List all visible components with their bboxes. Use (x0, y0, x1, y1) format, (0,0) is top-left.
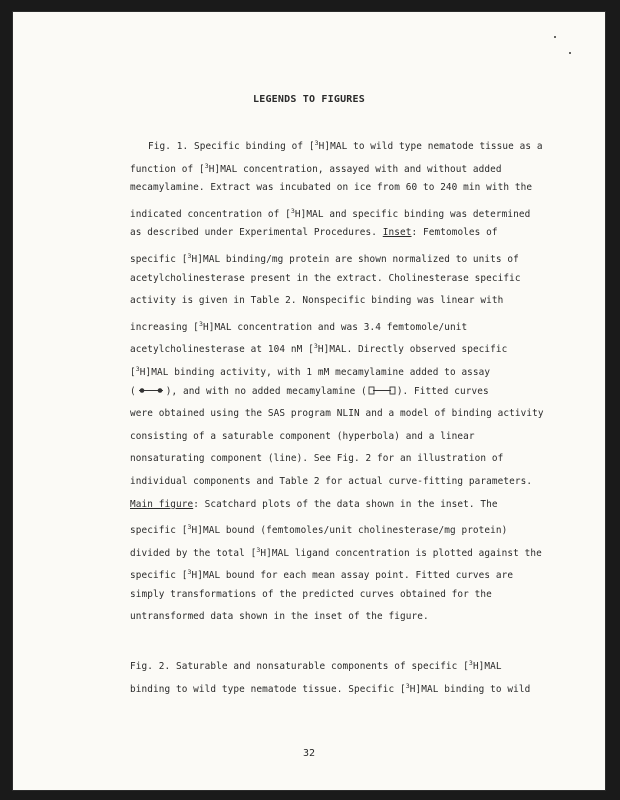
text-segment: ( (130, 385, 136, 397)
text-segment: specific [ (130, 570, 188, 582)
superscript: 3 (187, 568, 192, 577)
text-segment: H]MAL bound (femtomoles/unit cholinesterase/mg protein) (191, 525, 508, 537)
text-segment: H]MAL binding to wild (409, 683, 531, 695)
text-line (130, 132, 550, 155)
text-segment: H]MAL to wild type nematode tissue as a (318, 141, 543, 152)
text-segment: Fig. 2. Saturable and nonsaturable components of specific [ (130, 661, 469, 672)
text-line: consisting of a saturable component (hyperbola) and a linear (130, 430, 475, 442)
text-line: untransformed data shown in the inset of the figure. (130, 611, 429, 623)
paper-speck (554, 36, 556, 38)
page-title: LEGENDS TO FIGURES (253, 94, 365, 105)
text-line (130, 381, 550, 404)
text-line (130, 200, 550, 223)
text-line (130, 539, 550, 562)
text-line (130, 516, 550, 539)
superscript: 3 (405, 681, 410, 690)
page-number: 32 (302, 748, 316, 759)
main-figure-label: Main figure (130, 498, 194, 510)
inset-label: Inset (382, 227, 412, 239)
text-segment: acetylcholinesterase at 104 nM [ (130, 344, 314, 356)
text-segment: : Scatchard plots of the data shown in the inset. The (193, 498, 498, 510)
filled-symbol-line-icon (136, 386, 166, 395)
superscript: 3 (204, 161, 209, 170)
fig1-legend (130, 132, 550, 629)
superscript: 3 (187, 251, 192, 260)
text-segment: specific [ (130, 525, 188, 537)
text-line: mecamylamine. Extract was incubated on ice from 60 to 240 min with the (130, 182, 533, 194)
fig2-legend (130, 652, 550, 697)
paper-speck (569, 52, 571, 54)
text-segment: divided by the total [ (130, 547, 257, 559)
text-segment: [ (130, 366, 136, 378)
text-line (130, 358, 550, 381)
text-segment: H]MAL binding/mg protein are shown normalized to units of (191, 253, 519, 265)
text-line (130, 494, 550, 517)
text-segment: H]MAL ligand concentration is plotted against the (260, 547, 542, 559)
text-line: activity is given in Table 2. Nonspecific binding was linear with (130, 295, 504, 307)
superscript: 3 (187, 523, 192, 532)
text-segment: Fig. 1. Specific binding of [ (148, 141, 315, 152)
text-segment: H]MAL bound for each mean assay point. Fitted curves are (191, 570, 514, 582)
superscript: 3 (468, 659, 473, 667)
text-line (130, 675, 550, 698)
text-segment: indicated concentration of [ (130, 208, 291, 220)
text-line (130, 652, 550, 675)
superscript: 3 (314, 139, 319, 147)
text-segment: H]MAL. Directly observed specific (317, 344, 508, 356)
superscript: 3 (290, 206, 295, 215)
text-segment: H]MAL concentration, assayed with and without added (208, 163, 502, 175)
text-segment: specific [ (130, 253, 188, 265)
text-segment: as described under Experimental Procedures. (130, 227, 383, 239)
text-segment: H]MAL (472, 661, 502, 672)
text-line: were obtained using the SAS program NLIN and a model of binding activity (130, 408, 544, 420)
text-segment: binding to wild type nematode tissue. Specific [ (130, 683, 406, 695)
text-line: nonsaturating component (line). See Fig. 2 for an illustration of (130, 453, 504, 465)
text-line: simply transformations of the predicted curves obtained for the (130, 588, 492, 600)
text-line (130, 561, 550, 584)
text-line: acetylcholinesterase present in the extract. Cholinesterase specific (130, 272, 521, 284)
text-line: individual components and Table 2 for actual curve-fitting parameters. (130, 475, 533, 487)
text-segment: H]MAL binding activity, with 1 mM mecamylamine added to assay (139, 366, 491, 378)
text-line (130, 155, 550, 178)
superscript: 3 (313, 342, 318, 351)
text-line (130, 245, 550, 268)
text-line (130, 313, 550, 336)
text-segment: ). Fitted curves (396, 385, 489, 397)
open-square-line-icon (367, 386, 397, 395)
document-page (13, 12, 605, 790)
superscript: 3 (256, 545, 261, 554)
superscript: 3 (198, 319, 203, 328)
text-segment: H]MAL and specific binding was determined (294, 208, 531, 220)
text-line (130, 335, 550, 358)
text-segment: : Femtomoles of (411, 227, 498, 239)
text-segment: H]MAL concentration and was 3.4 femtomole/unit (202, 321, 468, 333)
text-segment: ), and with no added mecamylamine ( (165, 385, 367, 397)
text-line (130, 222, 550, 245)
superscript: 3 (135, 364, 140, 373)
text-segment: function of [ (130, 163, 205, 175)
text-segment: increasing [ (130, 321, 199, 333)
